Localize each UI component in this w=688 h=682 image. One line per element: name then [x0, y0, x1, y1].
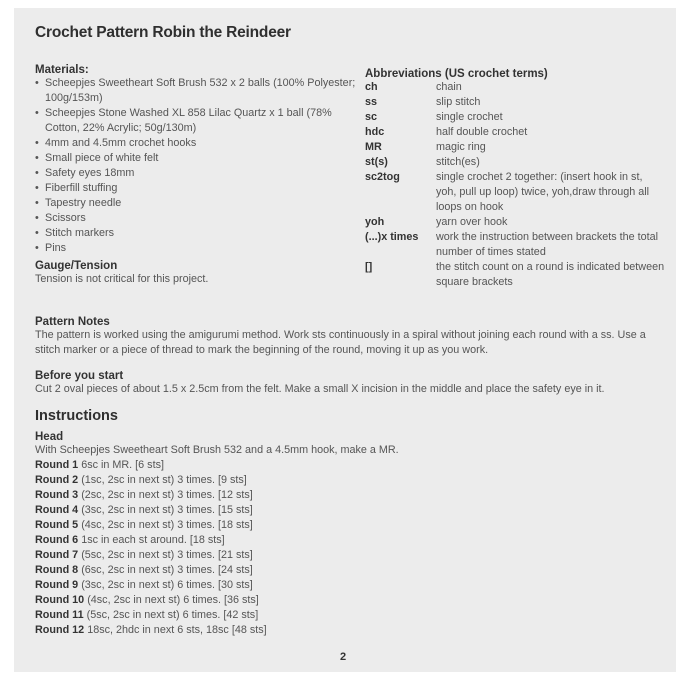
- abbreviation-term: MR: [365, 141, 382, 153]
- round-text: 18sc, 2hdc in next 6 sts, 18sc [48 sts]: [87, 624, 267, 636]
- abbreviation-row: [365, 230, 665, 260]
- before-start-heading: Before you start: [35, 370, 124, 382]
- abbreviation-definition: work the instruction between brackets the total number of times stated: [436, 231, 659, 258]
- abbreviations-list: [365, 80, 665, 290]
- pattern-notes-section: [35, 316, 665, 358]
- round-line: [35, 623, 665, 638]
- material-item: • Small piece of white felt: [35, 151, 365, 166]
- abbreviation-row: [365, 155, 665, 170]
- material-item: • Scheepjes Sweetheart Soft Brush 532 x 2 balls (100% Polyester; 100g/153m): [35, 76, 365, 106]
- abbreviation-definition: the stitch count on a round is indicated between square brackets: [436, 261, 665, 288]
- abbreviation-definition: chain: [436, 81, 462, 93]
- abbreviation-definition: single crochet 2 together: (insert hook in st, yoh, pull up loop) twice, yoh,draw through all loops on hook: [436, 171, 650, 213]
- material-item: • Scheepjes Stone Washed XL 858 Lilac Quartz x 1 ball (78% Cotton, 22% Acrylic; 50g/130m): [35, 106, 365, 136]
- material-item: • Safety eyes 18mm: [35, 166, 365, 181]
- page-number: 2: [340, 651, 347, 663]
- abbreviation-term: sc2tog: [365, 171, 400, 183]
- pattern-notes-text: The pattern is worked using the amigurumi method. Work sts continuously in a spiral without joining each round with a ss. Use a stitch marker or a piece of thread to mark the beginning of the round, moving it up as you work.: [35, 329, 646, 356]
- before-start-text: Cut 2 oval pieces of about 1.5 x 2.5cm from the felt. Make a small X incision in the middle and place the safety eye in it.: [35, 383, 605, 395]
- page-title: Crochet Pattern Robin the Reindeer: [35, 24, 291, 41]
- instructions-section: [35, 408, 665, 638]
- round-text: (3sc, 2sc in next st) 3 times. [15 sts]: [81, 504, 253, 516]
- round-line: [35, 563, 665, 578]
- abbreviation-row: [365, 110, 665, 125]
- abbreviation-definition: half double crochet: [436, 126, 528, 138]
- document-page: [14, 8, 676, 672]
- round-label: Round 5: [35, 519, 79, 531]
- head-intro: With Scheepjes Sweetheart Soft Brush 532 and a 4.5mm hook, make a MR.: [35, 444, 399, 456]
- round-text: (4sc, 2sc in next st) 6 times. [36 sts]: [87, 594, 259, 606]
- round-text: 6sc in MR. [6 sts]: [81, 459, 164, 471]
- gauge-text: Tension is not critical for this project.: [35, 273, 209, 285]
- abbreviation-row: [365, 125, 665, 140]
- round-line: [35, 593, 665, 608]
- round-text: (2sc, 2sc in next st) 3 times. [12 sts]: [81, 489, 253, 501]
- round-label: Round 7: [35, 549, 79, 561]
- materials-list: [35, 76, 365, 256]
- abbreviation-definition: yarn over hook: [436, 216, 508, 228]
- round-label: Round 10: [35, 594, 85, 606]
- abbreviation-row: [365, 80, 665, 95]
- abbreviation-definition: slip stitch: [436, 96, 481, 108]
- abbreviation-row: [365, 95, 665, 110]
- round-line: [35, 533, 665, 548]
- abbreviations-section: [365, 68, 665, 290]
- instructions-heading: Instructions: [35, 408, 118, 424]
- round-line: [35, 458, 665, 473]
- round-label: Round 11: [35, 609, 84, 621]
- abbreviation-definition: single crochet: [436, 111, 503, 123]
- abbreviation-row: [365, 140, 665, 155]
- round-text: (6sc, 2sc in next st) 3 times. [24 sts]: [81, 564, 253, 576]
- material-item: • Stitch markers: [35, 226, 365, 241]
- round-label: Round 1: [35, 459, 79, 471]
- round-line: [35, 518, 665, 533]
- round-text: (5sc, 2sc in next st) 3 times. [21 sts]: [81, 549, 253, 561]
- round-line: [35, 503, 665, 518]
- materials-section: [35, 64, 365, 287]
- abbreviation-row: [365, 170, 665, 215]
- abbreviation-term: sc: [365, 111, 378, 123]
- material-item: • Pins: [35, 241, 365, 256]
- abbreviation-term: st(s): [365, 156, 388, 168]
- gauge-heading: Gauge/Tension: [35, 260, 118, 272]
- abbreviation-term: []: [365, 261, 373, 273]
- round-label: Round 4: [35, 504, 79, 516]
- abbreviation-term: (...)x times: [365, 231, 419, 243]
- round-text: (5sc, 2sc in next st) 6 times. [42 sts]: [86, 609, 259, 621]
- abbreviation-term: hdc: [365, 126, 385, 138]
- rounds-list: [35, 458, 665, 638]
- abbreviation-row: [365, 215, 665, 230]
- material-item: • 4mm and 4.5mm crochet hooks: [35, 136, 365, 151]
- round-label: Round 2: [35, 474, 79, 486]
- abbreviation-term: ch: [365, 81, 378, 93]
- abbreviation-definition: magic ring: [436, 141, 486, 153]
- round-line: [35, 488, 665, 503]
- before-start-section: [35, 370, 665, 397]
- abbreviation-term: yoh: [365, 216, 385, 228]
- material-item: • Fiberfill stuffing: [35, 181, 365, 196]
- pattern-notes-heading: Pattern Notes: [35, 316, 110, 328]
- round-label: Round 6: [35, 534, 79, 546]
- materials-heading: Materials:: [35, 64, 89, 76]
- round-text: 1sc in each st around. [18 sts]: [81, 534, 225, 546]
- material-item: • Tapestry needle: [35, 196, 365, 211]
- round-line: [35, 473, 665, 488]
- abbreviation-term: ss: [365, 96, 378, 108]
- round-text: (1sc, 2sc in next st) 3 times. [9 sts]: [81, 474, 247, 486]
- material-item: • Scissors: [35, 211, 365, 226]
- abbreviation-definition: stitch(es): [436, 156, 480, 168]
- round-label: Round 3: [35, 489, 79, 501]
- round-text: (4sc, 2sc in next st) 3 times. [18 sts]: [81, 519, 253, 531]
- round-label: Round 12: [35, 624, 85, 636]
- head-heading: Head: [35, 431, 64, 443]
- abbreviation-row: [365, 260, 665, 290]
- round-text: (3sc, 2sc in next st) 6 times. [30 sts]: [81, 579, 253, 591]
- round-line: [35, 578, 665, 593]
- round-label: Round 8: [35, 564, 79, 576]
- round-line: [35, 608, 665, 623]
- round-label: Round 9: [35, 579, 79, 591]
- round-line: [35, 548, 665, 563]
- abbreviations-heading: Abbreviations (US crochet terms): [365, 68, 548, 80]
